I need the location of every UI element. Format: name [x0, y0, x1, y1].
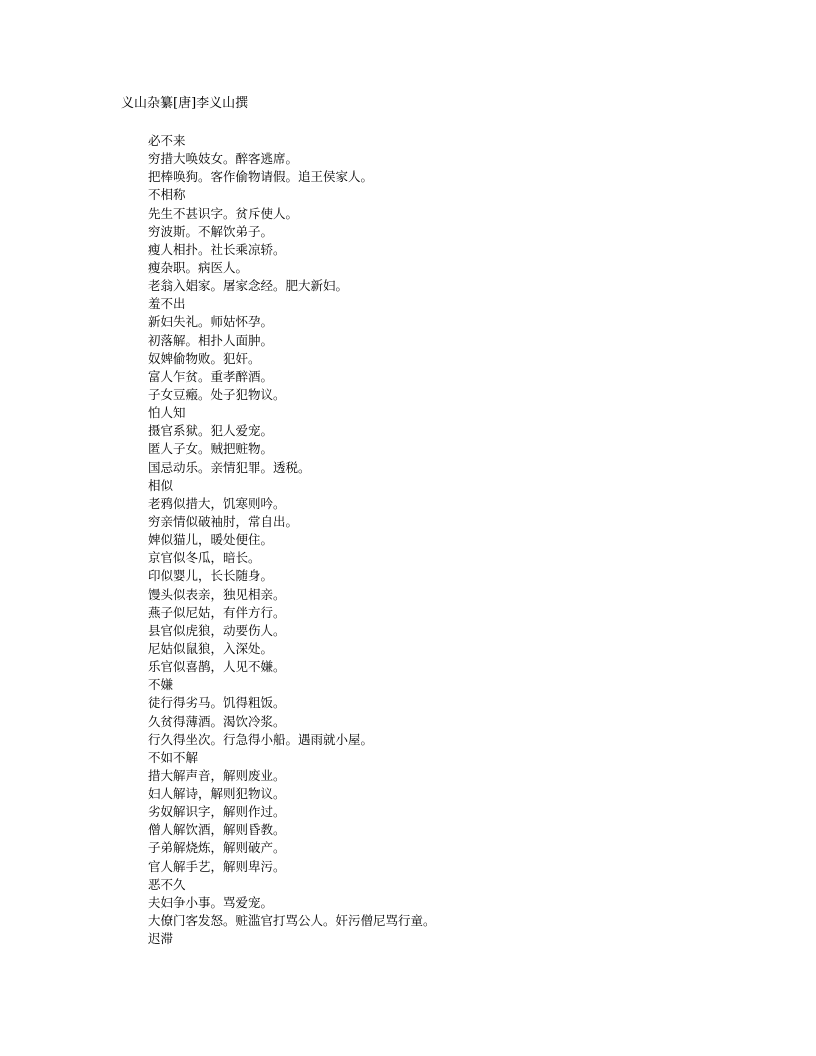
- text-line: 乐官似喜鹊，人见不嫌。: [148, 659, 286, 675]
- text-line: 恶不久: [148, 876, 186, 892]
- text-line: 馒头似表亲，独见相亲。: [148, 586, 286, 602]
- text-line: 羞不出: [148, 296, 186, 312]
- text-line: 穷波斯。不解饮弟子。: [148, 223, 274, 239]
- text-line: 不相称: [148, 187, 186, 203]
- text-line: 新妇失礼。师姑怀孕。: [148, 314, 274, 330]
- text-line: 官人解手艺，解则卑污。: [148, 858, 286, 874]
- text-line: 僧人解饮酒，解则昏教。: [148, 822, 286, 838]
- text-line: 富人乍贫。重孝醉酒。: [148, 368, 274, 384]
- text-line: 婢似猫儿，暖处便住。: [148, 532, 274, 548]
- text-line: 瘦人相扑。社长乘凉轿。: [148, 241, 286, 257]
- text-line: 子女豆瘢。处子犯物议。: [148, 386, 286, 402]
- text-line: 瘦杂职。病医人。: [148, 259, 249, 275]
- text-line: 先生不甚识字。贫斥使人。: [148, 205, 299, 221]
- text-line: 匿人子女。贼把赃物。: [148, 441, 274, 457]
- text-line: 奴婢偷物败。犯奸。: [148, 350, 261, 366]
- text-line: 县官似虎狼，动要伤人。: [148, 622, 286, 638]
- text-line: 措大解声音，解则废业。: [148, 767, 286, 783]
- text-line: 穷措大唤妓女。醉客逃席。: [148, 151, 299, 167]
- page-title: 义山杂纂[唐]李义山撰: [121, 96, 249, 111]
- text-line: 不如不解: [148, 749, 199, 765]
- text-line: 穷亲情似破袖肘，常自出。: [148, 513, 299, 529]
- text-line: 久贫得薄酒。渴饮冷浆。: [148, 713, 286, 729]
- text-line: 相似: [148, 477, 174, 493]
- text-line: 妇人解诗，解则犯物议。: [148, 786, 286, 802]
- text-line: 不嫌: [148, 677, 174, 693]
- text-line: 迟滞: [148, 931, 174, 947]
- text-line: 国忌动乐。亲情犯罪。透税。: [148, 459, 311, 475]
- text-line: 必不来: [148, 133, 186, 148]
- text-line: 老翁入娼家。屠家念经。肥大新妇。: [148, 278, 349, 294]
- text-line: 夫妇争小事。骂爱宠。: [148, 894, 274, 910]
- text-line: 摄官系狱。犯人爱宠。: [148, 423, 274, 439]
- text-line: 老鸦似措大，饥寒则吟。: [148, 495, 286, 511]
- text-line: 京官似冬瓜，暗长。: [148, 550, 261, 566]
- text-line: 劣奴解识字，解则作过。: [148, 804, 286, 820]
- text-line: 大僚门客发怒。赃滥官打骂公人。奸污僧尼骂行童。: [148, 913, 436, 929]
- text-line: 怕人知: [148, 405, 186, 421]
- text-line: 子弟解烧炼，解则破产。: [148, 840, 286, 856]
- text-line: 尼姑似鼠狼，入深处。: [148, 640, 274, 656]
- text-line: 燕子似尼姑，有伴方行。: [148, 604, 286, 620]
- text-line: 行久得坐次。行急得小船。遇雨就小屋。: [148, 731, 374, 747]
- document-body: [148, 132, 436, 948]
- text-line: 印似婴儿，长长随身。: [148, 568, 274, 584]
- text-line: 初落解。相扑人面肿。: [148, 332, 274, 348]
- text-line: 徒行得劣马。饥得粗饭。: [148, 695, 286, 711]
- text-line: 把棒唤狗。客作偷物请假。追王侯家人。: [148, 169, 374, 185]
